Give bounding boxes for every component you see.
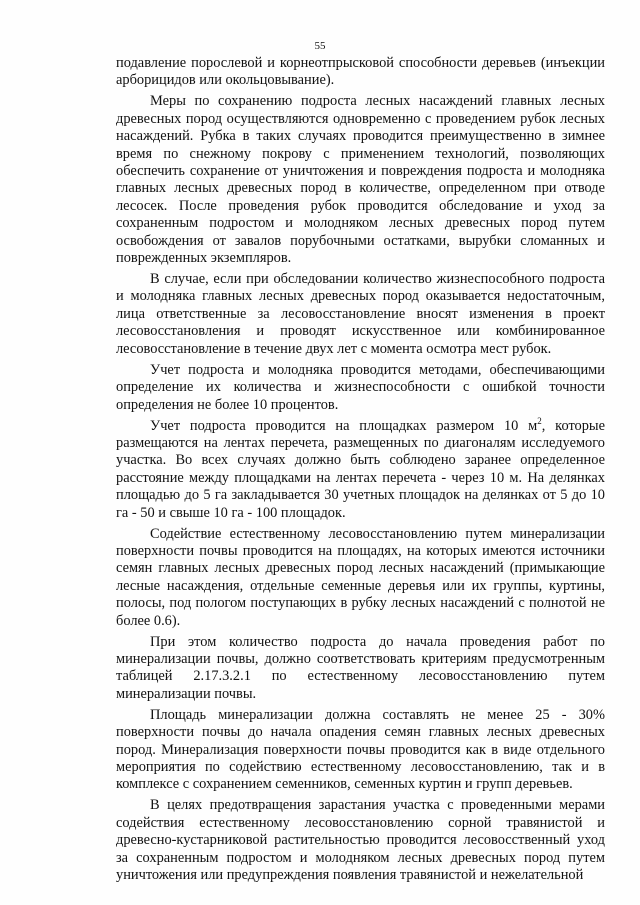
paragraph-accounting-plots bbox=[116, 415, 605, 522]
paragraph-continuation: подавление порослевой и корнеотпрысковой способности деревьев (инъекции арборицидов или окольцовывание). bbox=[116, 55, 605, 89]
paragraph-soil-mineralization: Содействие естественному лесовосстановлению путем минерализации поверхности почвы проводится на площадях, на которых имеются источники семян главных лесных древесных пород лесных насаждений (примыкающие лесные насаждения, отдельные семенные деревья или их группы, куртины, полосы, под пологом поступающих в рубку лесных насаждений с полнотой не более 0.6). bbox=[116, 525, 605, 629]
paragraph-accounting-methods: Учет подроста и молодняка проводится методами, обеспечивающими определение их количества и жизнеспособности с ошибкой точности определения не более 10 процентов. bbox=[116, 361, 605, 413]
paragraph-overgrowth-prevention: В целях предотвращения зарастания участка с проведенными мерами содействия естественному лесовосстановлению сорной травянистой и древесно-кустарниковой растительностью проводится лесовосственный уход за сохраненным подростом и молодняком лесных древесных пород путем уничтожения или предупреждения появления травянистой и нежелательной bbox=[116, 797, 605, 884]
page-number: 55 bbox=[314, 40, 326, 52]
plots-text-after: , которые размещаются на лентах перечета, размещенных по диагоналям исследуемого участка. Во всех случаях должно быть соблюдено заранее определенное расстояние между площадками на лентах перечета - через 10 м. На делянках площадью до 5 га закладывается 30 учетных площадок на делянках от 5 до 10 га - 50 и свыше 10 га - 100 площадок. bbox=[116, 417, 605, 521]
paragraph-undergrowth-preservation: Меры по сохранению подроста лесных насаждений главных лесных древесных пород осуществляются одновременно с проведением рубок лесных насаждений. Рубка в таких случаях проводится преимущественно в зимнее время по снежному покрову с применением технологий, позволяющих обеспечить сохранение от уничтожения и повреждения подроста и молодняка главных лесных древесных пород в количестве, определенном при отводе лесосек. После проведения рубок проводится обследование и уход за сохраненным подростом и молодняком лесных древесных пород путем освобождения от завалов порубочными остатками, вырубки сломанных и поврежденных экземпляров. bbox=[116, 93, 605, 267]
superscript-square: 2 bbox=[537, 415, 542, 426]
paragraph-insufficient-undergrowth: В случае, если при обследовании количество жизнеспособного подроста и молодняка главных лесных древесных пород оказывается недостаточным, лица ответственные за лесовосстановление вносят изменения в проект лесовосстановления и проводят искусственное или комбинированное лесовосстановление в течение двух лет с момента осмотра мест рубок. bbox=[116, 271, 605, 357]
plots-text-before: Учет подроста проводится на площадках размером 10 м bbox=[150, 417, 538, 434]
body-text bbox=[116, 55, 605, 884]
paragraph-mineralization-criteria: При этом количество подроста до начала проведения работ по минерализации почвы, должно соответствовать критериям предусмотренным таблицей 2.17.3.2.1 по естественному лесовосстановлению путем минерализации почвы. bbox=[116, 633, 605, 702]
paragraph-mineralization-area: Площадь минерализации должна составлять не менее 25 - 30% поверхности почвы до начала опадения семян главных лесных древесных пород. Минерализация поверхности почвы проводится как в виде отдельного мероприятия по содействию естественному лесовосстановлению, так и в комплексе с сохранением семенников, семенных куртин и групп деревьев. bbox=[116, 706, 605, 793]
